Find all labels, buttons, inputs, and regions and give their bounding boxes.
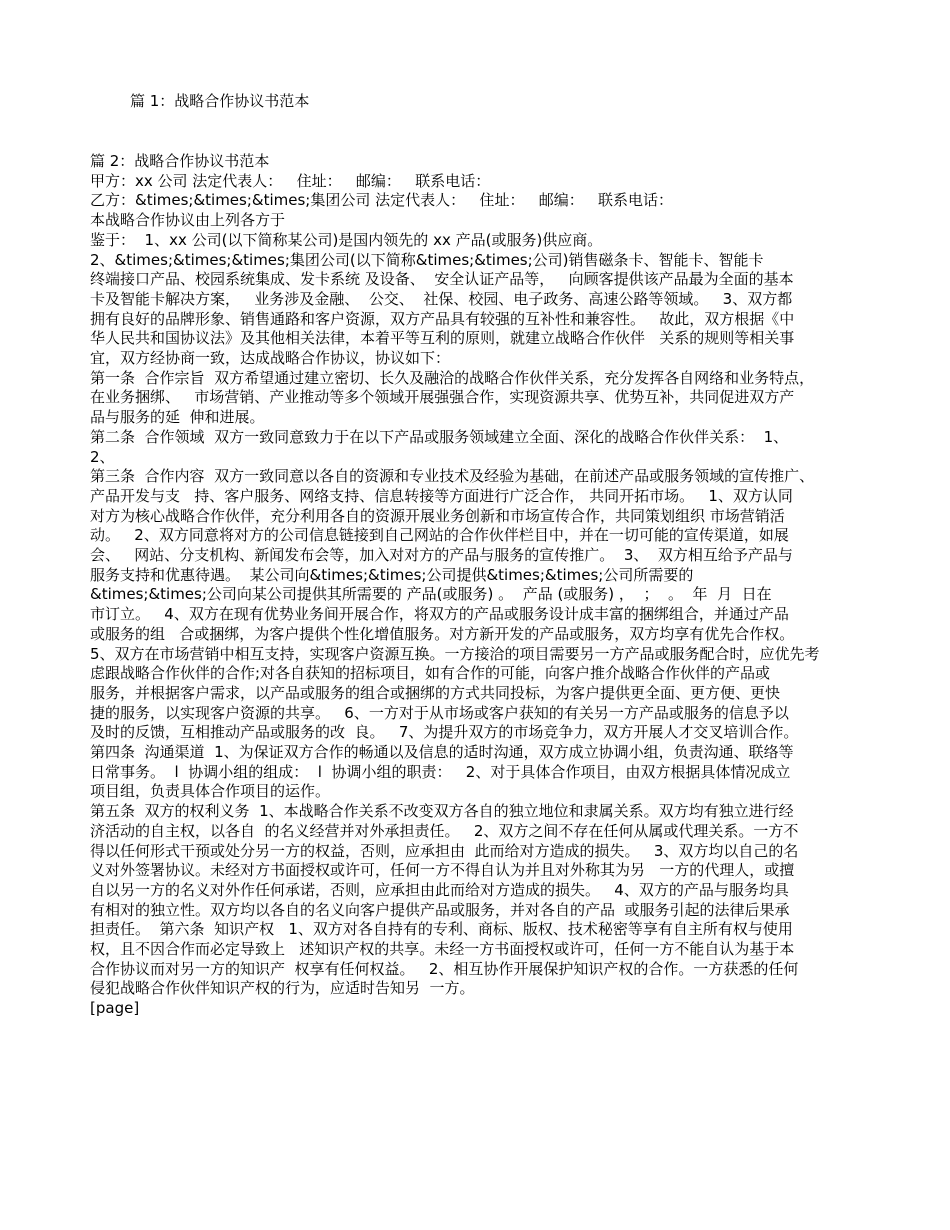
text-line: 篇 2：战略合作协议书范本: [90, 152, 270, 170]
text-line: 捷的服务，以实现客户资源的共享。 6、一方对于从市场或客户获知的有关另一方产品或服务的信息予以: [90, 703, 789, 722]
text-line: 会、 网站、分支机构、新闻发布会等，加入对对方的产品与服务的宣传推广。 3、 双方相互给予产品与: [90, 546, 793, 564]
text-line: &times;&times;公司向某公司提供其所需要的 产品(或服务) 。 产品 (或服务) ， ； 。 年 月 日在: [90, 585, 772, 604]
text-line: 对方为核心战略合作伙伴，充分利用各自的资源开展业务创新和市场宣传合作，共同策划组织 市场营销活: [90, 506, 785, 525]
text-line: 拥有良好的品牌形象、销售通路和客户资源，双方产品具有较强的互补性和兼容性。 故此，双方根据《中: [90, 309, 795, 328]
text-line: 卡及智能卡解决方案， 业务涉及金融、 公交、 社保、校园、电子政务、高速公路等领域。 3、双方都: [90, 289, 793, 308]
text-line: 终端接口产品、校园系统集成、发卡系统 及设备、 安全认证产品等， 向顾客提供该产品最为全面的基本: [90, 270, 794, 289]
text-line: 第二条 合作领域 双方一致同意致力于在以下产品或服务领域建立全面、深化的战略合作伙伴关系： 1、: [90, 427, 789, 446]
text-line: 动。 2、双方同意将对方的公司信息链接到自己网站的合作伙伴栏目中，并在一切可能的宣传渠道，如展: [90, 526, 789, 545]
text-line: 有相对的独立性。双方均以各自的名义向客户提供产品或服务，并对各自的产品 或服务引起的法律后果承: [90, 900, 790, 919]
text-line: 第五条 双方的权利义务 1、本战略合作关系不改变双方各自的独立地位和隶属关系。双方均有独立进行经: [90, 802, 794, 821]
text-line: 鉴于： 1、xx 公司(以下简称某公司)是国内领先的 xx 产品(或服务)供应商。: [90, 230, 603, 249]
text-line: 2、&times;&times;&times;集团公司(以下简称&times;&times;公司)销售磁条卡、智能卡、智能卡: [90, 250, 764, 269]
text-line: 担责任。 第六条 知识产权 1、双方对各自持有的专利、商标、版权、技术秘密等享有自主所有权与使用: [90, 920, 793, 939]
text-line: 第四条 沟通渠道 1、为保证双方合作的畅通以及信息的适时沟通，双方成立协调小组，负责沟通、联络等: [90, 743, 794, 761]
heading-article-1: 篇 1：战略合作协议书范本: [130, 92, 310, 110]
text-line: 乙方：&times;&times;&times;集团公司 法定代表人： 住址： 邮编： 联系电话：: [90, 191, 674, 210]
text-line: 5、双方在市场营销中相互支持，实现客户资源互换。一方接洽的项目需要另一方产品或服务配合时，应优先考: [90, 644, 820, 663]
text-line: 市订立。 4、双方在现有优势业务间开展合作，将双方的产品或服务设计成丰富的捆绑组合，并通过产品: [90, 605, 789, 624]
text-line: 宜，双方经协商一致，达成战略合作协议，协议如下：: [90, 349, 451, 367]
text-line: 服务，并根据客户需求，以产品或服务的组合或捆绑的方式共同投标，为客户提供更全面、更方便、更快: [90, 683, 781, 702]
text-line: 产品开发与支 持、客户服务、网络支持、信息转接等方面进行广泛合作， 共同开拓市场。 1、双方认同: [90, 486, 793, 505]
text-line: [page]: [90, 999, 140, 1018]
text-line: 本战略合作协议由上列各方于: [90, 211, 286, 230]
text-line: 华人民共和国协议法》及其他相关法律，本着平等互利的原则，就建立战略合作伙伴 关系的规则等相关事: [90, 329, 795, 348]
text-line: 济活动的自主权，以各自 的名义经营并对外承担责任。 2、双方之间不存在任何从属或代理关系。一方不: [90, 821, 799, 840]
text-line: 项目组，负责具体合作项目的运作。: [90, 782, 331, 801]
text-line: 权，且不因合作而必定导致上 述知识产权的共享。未经一方书面授权或许可，任何一方不能自认为基于本: [90, 940, 795, 958]
text-line: 第一条 合作宗旨 双方希望通过建立密切、长久及融洽的战略合作伙伴关系，充分发挥各自网络和业务特点，: [90, 368, 815, 387]
text-line: 或服务的组 合或捆绑，为客户提供个性化增值服务。对方新开发的产品或服务，双方均享有优先合作权。: [90, 624, 795, 643]
text-line: 服务支持和优惠待遇。 某公司向&times;&times;公司提供&times;&times;公司所需要的: [90, 565, 694, 584]
text-line: 2、: [90, 447, 115, 466]
text-line: 自以另一方的名义对外作任何承诺，否则，应承担由此而给对方造成的损失。 4、双方的产品与服务均具: [90, 880, 789, 899]
text-line: 甲方：xx 公司 法定代表人： 住址： 邮编： 联系电话：: [90, 171, 491, 190]
text-line: 日常事务。 l 协调小组的组成： l 协调小组的职责： 2、对于具体合作项目，由双方根据具体情况成立: [90, 762, 791, 781]
text-line: 虑跟战略合作伙伴的合作;对各自获知的招标项目，如有合作的可能，向客户推介战略合作伙伴的产品或: [90, 664, 771, 683]
text-line: 合作协议而对另一方的知识产 权享有任何权益。 2、相互协作开展保护知识产权的合作。一方获悉的任何: [90, 959, 799, 978]
text-line: 义对外签署协议。未经对方书面授权或许可，任何一方不得自认为并且对外称其为另 一方的代理人，或擅: [90, 861, 795, 880]
text-line: 及时的反馈，互相推动产品或服务的改 良。 7、为提升双方的市场竞争力，双方开展人才交叉培训合作。: [90, 723, 799, 742]
text-line: 在业务捆绑、 市场营销、产业推动等多个领域开展强强合作，实现资源共享、优势互补，共同促进双方产: [90, 388, 795, 407]
text-line: 品与服务的延 伸和进展。: [90, 408, 265, 427]
text-line: 第三条 合作内容 双方一致同意以各自的资源和专业技术及经验为基础，在前述产品或服务领域的宣传推广、: [90, 467, 815, 486]
text-line: 得以任何形式干预或处分另一方的权益，否则，应承担由 此而给对方造成的损失。 3、双方均以自己的名: [90, 841, 799, 860]
text-line: 侵犯战略合作伙伴知识产权的行为，应适时告知另 一方。: [90, 979, 475, 998]
